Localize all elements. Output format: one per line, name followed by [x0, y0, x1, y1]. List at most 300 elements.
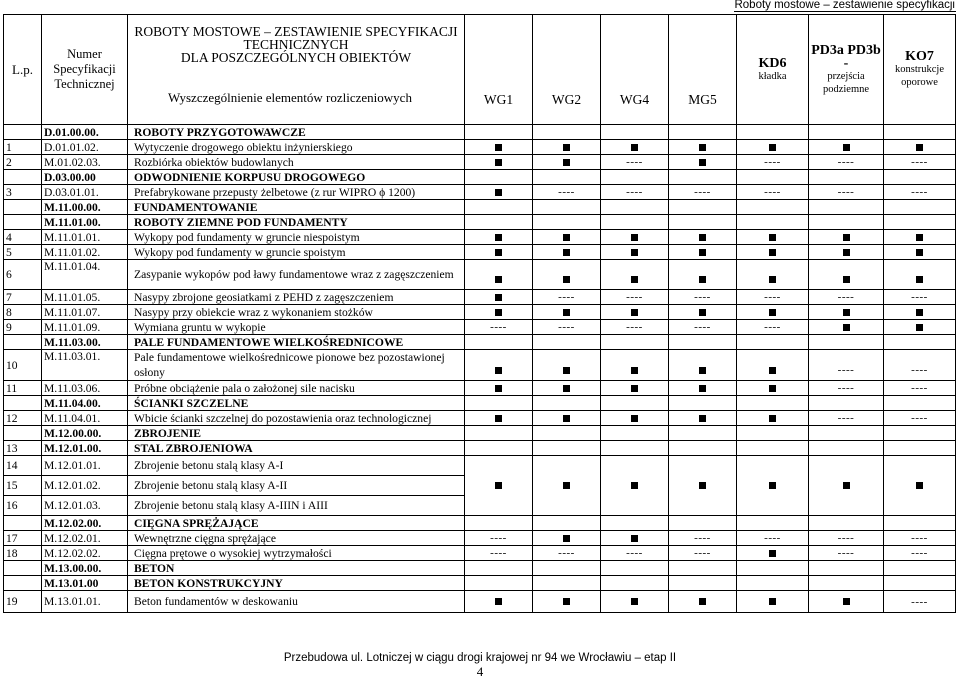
mark-cell	[601, 260, 669, 290]
empty-cell	[884, 576, 956, 591]
filled-square-icon	[563, 276, 570, 283]
mark-cell	[669, 230, 737, 245]
row-lp	[4, 125, 42, 140]
row-desc: Rozbiórka obiektów budowlanych	[128, 155, 465, 170]
mark-cell	[601, 185, 669, 200]
table-title-line1: ROBOTY MOSTOWE – ZESTAWIENIE SPECYFIKACJI TECHNICZNYCH	[134, 24, 458, 52]
mark-cell	[533, 155, 601, 170]
empty-cell	[809, 426, 884, 441]
mark-cell	[809, 140, 884, 155]
mark-cell	[669, 260, 737, 290]
row-lp: 3	[4, 185, 42, 200]
dash-mark: ----	[764, 321, 781, 333]
mark-cell	[533, 245, 601, 260]
row-code: D.01.01.02.	[42, 140, 128, 155]
col-wg4-label: WG4	[619, 92, 650, 107]
col-ko7-sub: konstrukcje oporowe	[895, 64, 944, 88]
mark-cell	[533, 305, 601, 320]
col-opis	[128, 15, 465, 125]
mark-cell	[737, 320, 809, 335]
dash-mark: ----	[694, 532, 711, 544]
mark-cell	[809, 381, 884, 396]
filled-square-icon	[769, 144, 776, 151]
filled-square-icon	[631, 482, 638, 489]
empty-cell	[601, 561, 669, 576]
empty-cell	[737, 200, 809, 215]
empty-cell	[465, 170, 533, 185]
dash-mark: ----	[911, 364, 928, 376]
table-row	[4, 411, 956, 426]
empty-cell	[601, 576, 669, 591]
empty-cell	[884, 215, 956, 230]
empty-cell	[737, 426, 809, 441]
empty-cell	[601, 215, 669, 230]
empty-cell	[601, 396, 669, 411]
table-row	[4, 516, 956, 531]
filled-square-icon	[495, 385, 502, 392]
dash-mark: ----	[490, 547, 507, 559]
table-row	[4, 531, 956, 546]
row-code: M.11.01.02.	[42, 245, 128, 260]
row-code: M.12.02.00.	[42, 516, 128, 531]
row-desc: Wbicie ścianki szczelnej do pozostawienia oraz technologicznej	[128, 411, 465, 426]
mark-cell	[884, 456, 956, 516]
empty-cell	[809, 396, 884, 411]
empty-cell	[669, 426, 737, 441]
mark-cell	[601, 411, 669, 426]
dash-mark: ----	[837, 186, 855, 198]
empty-cell	[465, 396, 533, 411]
empty-cell	[809, 125, 884, 140]
row-code: M.11.03.00.	[42, 335, 128, 350]
filled-square-icon	[916, 144, 923, 151]
dash-mark: ----	[626, 547, 643, 559]
mark-cell	[533, 260, 601, 290]
row-desc: STAL ZBROJENIOWA	[128, 441, 465, 456]
mark-cell	[669, 381, 737, 396]
empty-cell	[601, 335, 669, 350]
dash-mark: ----	[490, 532, 507, 544]
row-desc: ROBOTY PRZYGOTOWAWCZE	[128, 125, 465, 140]
filled-square-icon	[495, 249, 502, 256]
row-lp: 1	[4, 140, 42, 155]
filled-square-icon	[495, 482, 502, 489]
row-desc: Zbrojenie betonu stalą klasy A-IIIN i AIII	[128, 496, 465, 516]
page-number: 4	[476, 664, 484, 679]
filled-square-icon	[699, 249, 706, 256]
col-numer: Numer Specyfikacji Technicznej	[42, 15, 128, 125]
empty-cell	[669, 170, 737, 185]
filled-square-icon	[563, 159, 570, 166]
empty-cell	[601, 516, 669, 531]
dash-mark: ----	[837, 547, 855, 559]
filled-square-icon	[769, 415, 776, 422]
mark-cell	[884, 185, 956, 200]
filled-square-icon	[563, 309, 570, 316]
row-desc: ŚCIANKI SZCZELNE	[128, 396, 465, 411]
dash-mark: ----	[626, 321, 643, 333]
empty-cell	[465, 200, 533, 215]
col-mg5-label: MG5	[688, 92, 717, 107]
dash-mark: ----	[837, 382, 855, 394]
row-code: M.11.01.07.	[42, 305, 128, 320]
row-desc: Wytyczenie drogowego obiektu inżynierskiego	[128, 140, 465, 155]
mark-cell	[601, 320, 669, 335]
mark-cell	[884, 411, 956, 426]
row-desc: ROBOTY ZIEMNE POD FUNDAMENTY	[128, 215, 465, 230]
row-desc: Beton fundamentów w deskowaniu	[128, 591, 465, 613]
row-desc: Wymiana gruntu w wykopie	[128, 320, 465, 335]
empty-cell	[601, 441, 669, 456]
dash-mark: ----	[626, 291, 643, 303]
empty-cell	[809, 576, 884, 591]
filled-square-icon	[495, 234, 502, 241]
dash-mark: ----	[694, 186, 711, 198]
row-code: M.12.01.01.	[42, 456, 128, 476]
running-header: Roboty mostowe – zestawienie specyfikacji	[734, 0, 955, 11]
mark-cell	[601, 591, 669, 613]
empty-cell	[809, 170, 884, 185]
empty-cell	[737, 125, 809, 140]
mark-cell	[465, 381, 533, 396]
empty-cell	[884, 516, 956, 531]
mark-cell	[601, 381, 669, 396]
col-opis-label: Wyszczególnienie elementów rozliczeniowych	[168, 90, 412, 105]
filled-square-icon	[843, 276, 850, 283]
col-pd3-sub: przejścia podziemne	[822, 70, 870, 95]
mark-cell	[669, 531, 737, 546]
empty-cell	[669, 396, 737, 411]
table-row	[4, 591, 956, 613]
table-row	[4, 290, 956, 305]
row-lp	[4, 576, 42, 591]
mark-cell	[601, 531, 669, 546]
row-lp	[4, 561, 42, 576]
dash-mark: ----	[558, 291, 575, 303]
row-lp: 15	[4, 476, 42, 496]
empty-cell	[809, 335, 884, 350]
table-row	[4, 230, 956, 245]
row-code: M.11.01.05.	[42, 290, 128, 305]
mark-cell	[669, 350, 737, 381]
empty-cell	[533, 125, 601, 140]
dash-mark: ----	[837, 532, 855, 544]
mark-cell	[465, 155, 533, 170]
dash-mark: ----	[911, 156, 928, 168]
table-body	[4, 125, 956, 613]
empty-cell	[533, 561, 601, 576]
mark-cell	[737, 290, 809, 305]
dash-mark: ----	[694, 321, 711, 333]
mark-cell	[533, 531, 601, 546]
row-lp: 13	[4, 441, 42, 456]
col-mg5	[669, 15, 737, 125]
table-row	[4, 396, 956, 411]
mark-cell	[809, 305, 884, 320]
empty-cell	[465, 576, 533, 591]
empty-cell	[884, 426, 956, 441]
empty-cell	[737, 335, 809, 350]
dash-mark: ----	[558, 547, 575, 559]
row-code: M.12.02.01.	[42, 531, 128, 546]
filled-square-icon	[563, 385, 570, 392]
row-lp	[4, 516, 42, 531]
row-lp	[4, 200, 42, 215]
row-desc: BETON KONSTRUKCYJNY	[128, 576, 465, 591]
mark-cell	[601, 290, 669, 305]
filled-square-icon	[563, 482, 570, 489]
dash-mark: ----	[837, 364, 855, 376]
row-lp: 6	[4, 260, 42, 290]
row-lp: 14	[4, 456, 42, 476]
mark-cell	[884, 591, 956, 613]
empty-cell	[809, 215, 884, 230]
filled-square-icon	[631, 415, 638, 422]
row-lp	[4, 215, 42, 230]
mark-cell	[465, 411, 533, 426]
row-lp: 4	[4, 230, 42, 245]
empty-cell	[533, 396, 601, 411]
mark-cell	[809, 546, 884, 561]
empty-cell	[669, 200, 737, 215]
mark-cell	[737, 350, 809, 381]
mark-cell	[809, 591, 884, 613]
filled-square-icon	[495, 159, 502, 166]
filled-square-icon	[563, 415, 570, 422]
row-code: D.03.01.01.	[42, 185, 128, 200]
row-desc: Pale fundamentowe wielkośrednicowe pionowe bez pozostawionej osłony	[128, 350, 465, 381]
table-row	[4, 215, 956, 230]
row-code: M.11.03.06.	[42, 381, 128, 396]
empty-cell	[465, 335, 533, 350]
dash-mark: ----	[911, 186, 928, 198]
empty-cell	[809, 441, 884, 456]
filled-square-icon	[495, 309, 502, 316]
row-lp: 5	[4, 245, 42, 260]
table-row	[4, 200, 956, 215]
row-code: M.11.01.01.	[42, 230, 128, 245]
filled-square-icon	[495, 598, 502, 605]
row-lp: 8	[4, 305, 42, 320]
mark-cell	[809, 230, 884, 245]
empty-cell	[465, 426, 533, 441]
table-row	[4, 320, 956, 335]
dash-mark: ----	[490, 321, 507, 333]
row-lp: 10	[4, 350, 42, 381]
row-code: M.12.01.02.	[42, 476, 128, 496]
empty-cell	[884, 170, 956, 185]
mark-cell	[884, 546, 956, 561]
row-desc: BETON	[128, 561, 465, 576]
row-code: M.01.02.03.	[42, 155, 128, 170]
dash-mark: ----	[837, 412, 855, 424]
row-desc: Wewnętrzne cięgna sprężające	[128, 531, 465, 546]
mark-cell	[737, 185, 809, 200]
row-desc: Cięgna prętowe o wysokiej wytrzymałości	[128, 546, 465, 561]
empty-cell	[884, 441, 956, 456]
filled-square-icon	[563, 367, 570, 374]
empty-cell	[669, 215, 737, 230]
empty-cell	[669, 441, 737, 456]
row-desc: Zbrojenie betonu stalą klasy A-I	[128, 456, 465, 476]
row-desc: Nasypy przy obiekcie wraz z wykonaniem stożków	[128, 305, 465, 320]
filled-square-icon	[699, 415, 706, 422]
mark-cell	[669, 290, 737, 305]
mark-cell	[533, 381, 601, 396]
table-row	[4, 426, 956, 441]
filled-square-icon	[769, 482, 776, 489]
specification-table	[3, 14, 956, 613]
table-row	[4, 456, 956, 476]
row-code: D.01.00.00.	[42, 125, 128, 140]
row-code: M.11.04.01.	[42, 411, 128, 426]
mark-cell	[465, 350, 533, 381]
filled-square-icon	[769, 276, 776, 283]
row-desc: Próbne obciążenie pala o założonej sile nacisku	[128, 381, 465, 396]
empty-cell	[669, 125, 737, 140]
row-lp	[4, 170, 42, 185]
table-row	[4, 245, 956, 260]
col-pd3	[809, 15, 884, 125]
empty-cell	[465, 125, 533, 140]
table-row	[4, 260, 956, 290]
mark-cell	[737, 260, 809, 290]
filled-square-icon	[563, 598, 570, 605]
dash-mark: ----	[558, 186, 575, 198]
dash-mark: ----	[837, 156, 855, 168]
empty-cell	[465, 215, 533, 230]
col-wg4	[601, 15, 669, 125]
empty-cell	[669, 335, 737, 350]
dash-mark: ----	[911, 382, 928, 394]
empty-cell	[884, 200, 956, 215]
mark-cell	[884, 320, 956, 335]
mark-cell	[533, 290, 601, 305]
row-lp: 12	[4, 411, 42, 426]
dash-mark: ----	[837, 291, 855, 303]
empty-cell	[465, 561, 533, 576]
mark-cell	[533, 140, 601, 155]
filled-square-icon	[563, 535, 570, 542]
mark-cell	[884, 290, 956, 305]
mark-cell	[737, 230, 809, 245]
mark-cell	[601, 350, 669, 381]
mark-cell	[601, 155, 669, 170]
table-row	[4, 170, 956, 185]
filled-square-icon	[699, 159, 706, 166]
row-desc: ZBROJENIE	[128, 426, 465, 441]
filled-square-icon	[769, 385, 776, 392]
col-wg2	[533, 15, 601, 125]
table-row	[4, 561, 956, 576]
mark-cell	[884, 245, 956, 260]
mark-cell	[884, 381, 956, 396]
mark-cell	[737, 140, 809, 155]
filled-square-icon	[631, 276, 638, 283]
mark-cell	[884, 260, 956, 290]
table-row	[4, 441, 956, 456]
row-code: M.12.00.00.	[42, 426, 128, 441]
filled-square-icon	[699, 482, 706, 489]
col-ko7	[884, 15, 956, 125]
mark-cell	[809, 155, 884, 170]
row-code: D.03.00.00	[42, 170, 128, 185]
mark-cell	[601, 546, 669, 561]
filled-square-icon	[843, 144, 850, 151]
filled-square-icon	[916, 482, 923, 489]
filled-square-icon	[699, 144, 706, 151]
mark-cell	[737, 305, 809, 320]
filled-square-icon	[631, 367, 638, 374]
empty-cell	[601, 125, 669, 140]
mark-cell	[809, 245, 884, 260]
mark-cell	[884, 305, 956, 320]
empty-cell	[533, 200, 601, 215]
mark-cell	[809, 290, 884, 305]
row-desc: Wykopy pod fundamenty w gruncie spoistym	[128, 245, 465, 260]
mark-cell	[465, 185, 533, 200]
row-code: M.12.01.03.	[42, 496, 128, 516]
mark-cell	[533, 456, 601, 516]
mark-cell	[465, 320, 533, 335]
mark-cell	[533, 546, 601, 561]
empty-cell	[809, 200, 884, 215]
filled-square-icon	[699, 276, 706, 283]
filled-square-icon	[699, 234, 706, 241]
empty-cell	[737, 516, 809, 531]
mark-cell	[884, 155, 956, 170]
filled-square-icon	[495, 189, 502, 196]
mark-cell	[809, 185, 884, 200]
dash-mark: ----	[764, 532, 781, 544]
row-code: M.13.01.00	[42, 576, 128, 591]
mark-cell	[533, 230, 601, 245]
row-code: M.11.00.00.	[42, 200, 128, 215]
filled-square-icon	[563, 249, 570, 256]
mark-cell	[809, 320, 884, 335]
row-code: M.12.01.00.	[42, 441, 128, 456]
col-wg1	[465, 15, 533, 125]
col-wg2-label: WG2	[551, 92, 582, 107]
mark-cell	[465, 305, 533, 320]
mark-cell	[669, 411, 737, 426]
empty-cell	[884, 396, 956, 411]
filled-square-icon	[631, 249, 638, 256]
filled-square-icon	[631, 234, 638, 241]
filled-square-icon	[769, 234, 776, 241]
empty-cell	[533, 441, 601, 456]
dash-mark: ----	[626, 156, 643, 168]
mark-cell	[737, 531, 809, 546]
mark-cell	[809, 260, 884, 290]
col-ko7-label: KO7	[905, 49, 934, 64]
filled-square-icon	[916, 324, 923, 331]
filled-square-icon	[843, 598, 850, 605]
filled-square-icon	[495, 276, 502, 283]
row-code: M.11.01.09.	[42, 320, 128, 335]
row-code: M.11.03.01.	[42, 350, 128, 381]
mark-cell	[601, 245, 669, 260]
mark-cell	[809, 411, 884, 426]
empty-cell	[533, 170, 601, 185]
empty-cell	[533, 576, 601, 591]
mark-cell	[533, 411, 601, 426]
mark-cell	[884, 531, 956, 546]
filled-square-icon	[843, 249, 850, 256]
table-row	[4, 155, 956, 170]
mark-cell	[601, 230, 669, 245]
filled-square-icon	[843, 482, 850, 489]
